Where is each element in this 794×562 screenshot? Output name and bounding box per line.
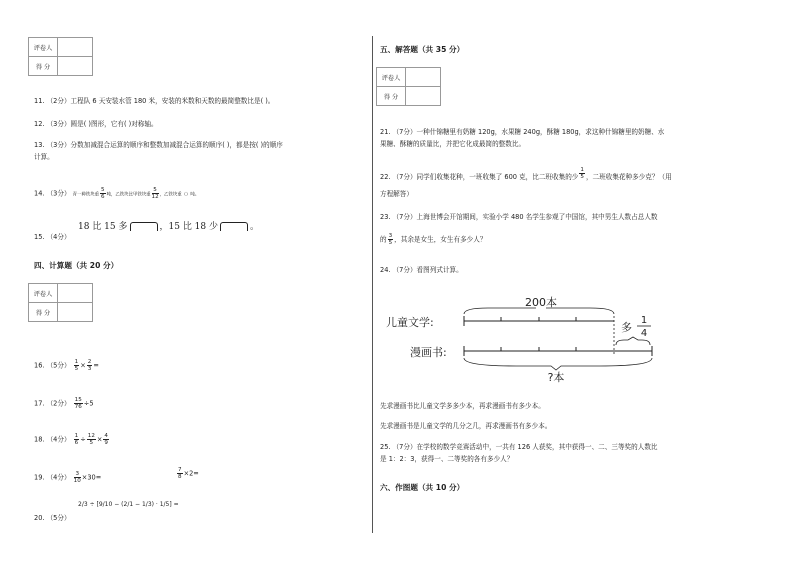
question-15-label: 15. （4分）	[34, 233, 71, 241]
grader-table-top	[28, 37, 93, 76]
answer-blank[interactable]	[220, 222, 248, 231]
more-label: 多	[621, 321, 632, 334]
score-cell[interactable]	[58, 57, 93, 76]
question-19-expression-2: $\frac{7}{8}$ ×2=	[178, 467, 199, 480]
question-12: 12. （3分）圆是( )图形，它有( )对称轴。	[34, 120, 158, 128]
question-21-line1: 21. （7分）一种什锦糖里有奶糖 120g，水果糖 240g，酥糖 180g，求这种什锦糖里的奶糖、水	[380, 128, 665, 136]
score-label: 得 分	[29, 57, 58, 76]
reviewer-label: 评卷人	[377, 68, 406, 87]
question-15-expression	[78, 219, 259, 232]
line-segment-diagram	[376, 288, 676, 386]
reviewer-cell[interactable]	[406, 68, 441, 87]
question-24: 24. （7分）看图列式计算。	[380, 266, 463, 274]
question-13-line2: 计算。	[34, 153, 54, 161]
row1-label: 儿童文学:	[386, 316, 434, 329]
q14-fraction-1: $\frac{5}{6}$	[101, 187, 105, 200]
question-20-expression: 2/3 ÷ [9/10 − (2/1 − 1/3) · 1/5] =	[78, 501, 179, 508]
diagram-top-label: 200本	[525, 296, 557, 309]
question-25-line1: 25. （7分）在学校的数学竞赛活动中，一共有 126 人获奖，其中获得一、二、三等奖的人数比	[380, 443, 658, 451]
grader-table-section-4	[28, 283, 93, 322]
more-fraction-numerator: 1	[640, 315, 648, 326]
question-25-line2: 是 1：2：3，获得一、二等奖的各有多少人？	[380, 455, 514, 463]
question-24-method-1: 先求漫画书比儿童文学多多少本，再求漫画书有多少本。	[380, 402, 545, 410]
question-22-line1: 22. （7分）同学们收集花种，一班收集了 600 克，比二班收集的少 $\frac{1}{5}$ ，二班收集花种多少克？（用	[380, 167, 672, 181]
score-cell[interactable]	[58, 303, 93, 322]
score-label: 得 分	[29, 303, 58, 322]
question-16: 16. （5分） $\frac{1}{5}$ × $\frac{2}{3}$ =	[34, 359, 99, 372]
q15-text-c: 。	[250, 222, 260, 232]
question-13-line1: 13. （3分）分数加减混合运算的顺序和整数加减混合运算的顺序( )，都是按( )的顺序	[34, 141, 283, 149]
question-19: 19. （4分） $\frac{3}{10}$ ×30=	[34, 471, 102, 484]
column-divider	[372, 36, 373, 533]
section-4-title: 四、计算题（共 20 分）	[34, 261, 119, 270]
reviewer-label: 评卷人	[29, 38, 58, 57]
question-14-label: 14. （3分）	[34, 189, 71, 198]
question-22-line2: 方程解答）	[380, 190, 413, 198]
reviewer-label: 评卷人	[29, 284, 58, 303]
question-23-line1: 23. （7分）上海世博会开馆期间，实验小学 480 名学生参观了中国馆，其中男生人数占总人数	[380, 213, 658, 221]
q14-text-b: 吨，乙铁块比甲铁块重	[106, 192, 151, 198]
question-23-line2: 的 $\frac{3}{5}$ ，其余是女生，女生有多少人？	[380, 233, 487, 246]
score-cell[interactable]	[406, 87, 441, 106]
question-24-method-2: 先求漫画书是儿童文学的几分之几，再求漫画书有多少本。	[380, 422, 552, 430]
question-14	[34, 187, 199, 200]
section-6-title: 六、作图题（共 10 分）	[380, 483, 465, 492]
q15-text-a: 18 比 15 多	[78, 222, 128, 232]
question-11: 11. （2分）工程队 6 天安装水管 180 米，安装的米数和天数的最简整数比是( )。	[34, 97, 275, 105]
question-18: 18. （4分） $\frac{1}{6}$ ÷ $\frac{12}{5}$ × $\frac{4}{9}$	[34, 433, 108, 446]
question-17: 17. （2分） $\frac{15}{76}$ ÷5	[34, 397, 94, 410]
section-5-title: 五、解答题（共 35 分）	[380, 45, 465, 54]
bottom-brace	[464, 358, 652, 370]
q14-fraction-2: $\frac{5}{12}$	[151, 187, 159, 200]
answer-blank[interactable]	[130, 222, 158, 231]
q14-text-c: ，乙铁块重（）吨。	[159, 192, 200, 198]
reviewer-cell[interactable]	[58, 284, 93, 303]
row2-label: 漫画书:	[410, 346, 447, 359]
grader-table-section-5	[376, 67, 441, 106]
question-21-line2: 果糖、酥糖的质量比，并把它化成最简的整数比。	[380, 140, 526, 148]
score-label: 得 分	[377, 87, 406, 106]
diagram-bottom-label: ?本	[547, 371, 565, 384]
q14-text-a: 青一种铁块重	[72, 192, 100, 198]
reviewer-cell[interactable]	[58, 38, 93, 57]
q15-text-b: ，15 比 18 少	[159, 222, 218, 232]
question-20-label: 20. （5分）	[34, 514, 71, 522]
more-fraction-denominator: 4	[640, 328, 648, 339]
